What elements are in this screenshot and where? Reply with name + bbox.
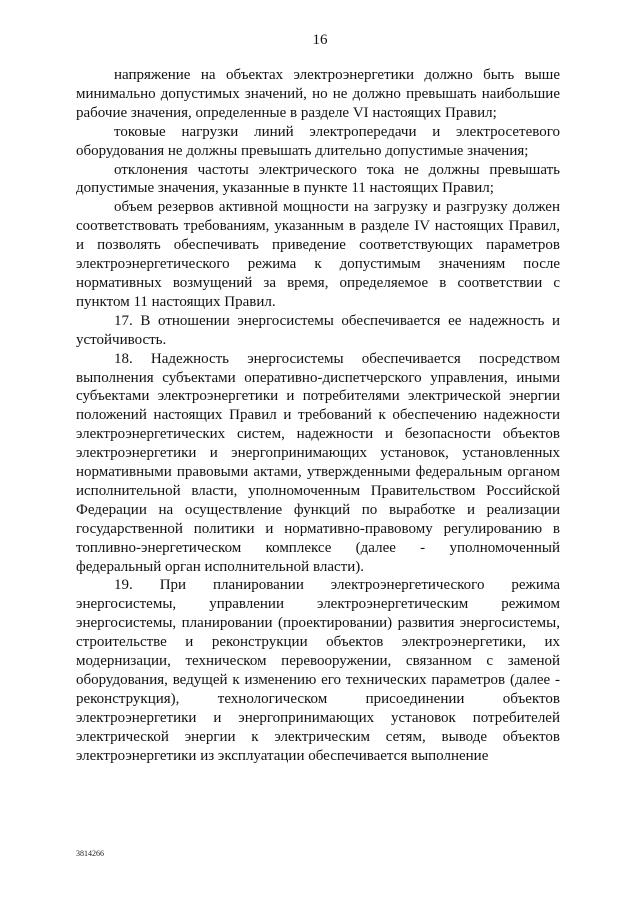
page-number: 16 bbox=[312, 32, 328, 48]
document-code: 3814266 bbox=[76, 849, 104, 858]
paragraph-item-17: 17. В отношении энергосистемы обеспечивается ее надежность и устойчивость. bbox=[76, 312, 560, 348]
paragraph-item-18: 18. Надежность энергосистемы обеспечивается посредством выполнения субъектами оперативно-диспетчерского управления, иными субъектами электроэнергетики и потребителями электрической энергии положений настоящих Правил и требований к обеспечению надежности электроэнергетических систем, надежности и безопасности объектов электроэнергетики и энергопринимающих установок, установленных нормативными правовыми актами, утвержденными федеральным органом исполнительной власти, уполномоченным Правительством Российской Федерации на осуществление функций по выработке и реализации государственной политики и нормативно-правовому регулированию в топливно-энергетическом комплексе (далее - уполномоченный федеральный орган исполнительной власти). bbox=[76, 350, 560, 575]
paragraph-item-19: 19. При планировании электроэнергетического режима энергосистемы, управлении электроэнергетическим режимом энергосистемы, планировании (проектировании) развития энергосистемы, строительстве и реконструкции объектов электроэнергетики, их модернизации, техническом перевооружении, связанном с заменой оборудования, ведущей к изменению его технических параметров (далее - реконструкция), технологическом присоединении объектов электроэнергетики и энергопринимающих установок потребителей электрической энергии к электрическим сетям, выводе объектов электроэнергетики из эксплуатации обеспечивается выполнение bbox=[76, 577, 560, 764]
paragraph-current-loads: токовые нагрузки линий электропередачи и электросетевого оборудования не должны превышать длительно допустимые значения; bbox=[76, 123, 560, 159]
paragraph-frequency-deviation: отклонения частоты электрического тока не должны превышать допустимые значения, указанные в пункте 11 настоящих Правил; bbox=[76, 161, 560, 197]
document-body bbox=[76, 66, 560, 766]
paragraph-power-reserves: объем резервов активной мощности на загрузку и разгрузку должен соответствовать требованиям, указанным в разделе IV настоящих Правил, и позволять обеспечивать приведение соответствующих параметров электроэнергетического режима к допустимым значениям после нормативных возмущений за время, определяемое в соответствии с пунктом 11 настоящих Правил. bbox=[76, 199, 560, 310]
paragraph-voltage-requirement: напряжение на объектах электроэнергетики должно быть выше минимально допустимых значений, но не должно превышать наибольшие рабочие значения, определенные в разделе VI настоящих Правил; bbox=[76, 67, 560, 121]
